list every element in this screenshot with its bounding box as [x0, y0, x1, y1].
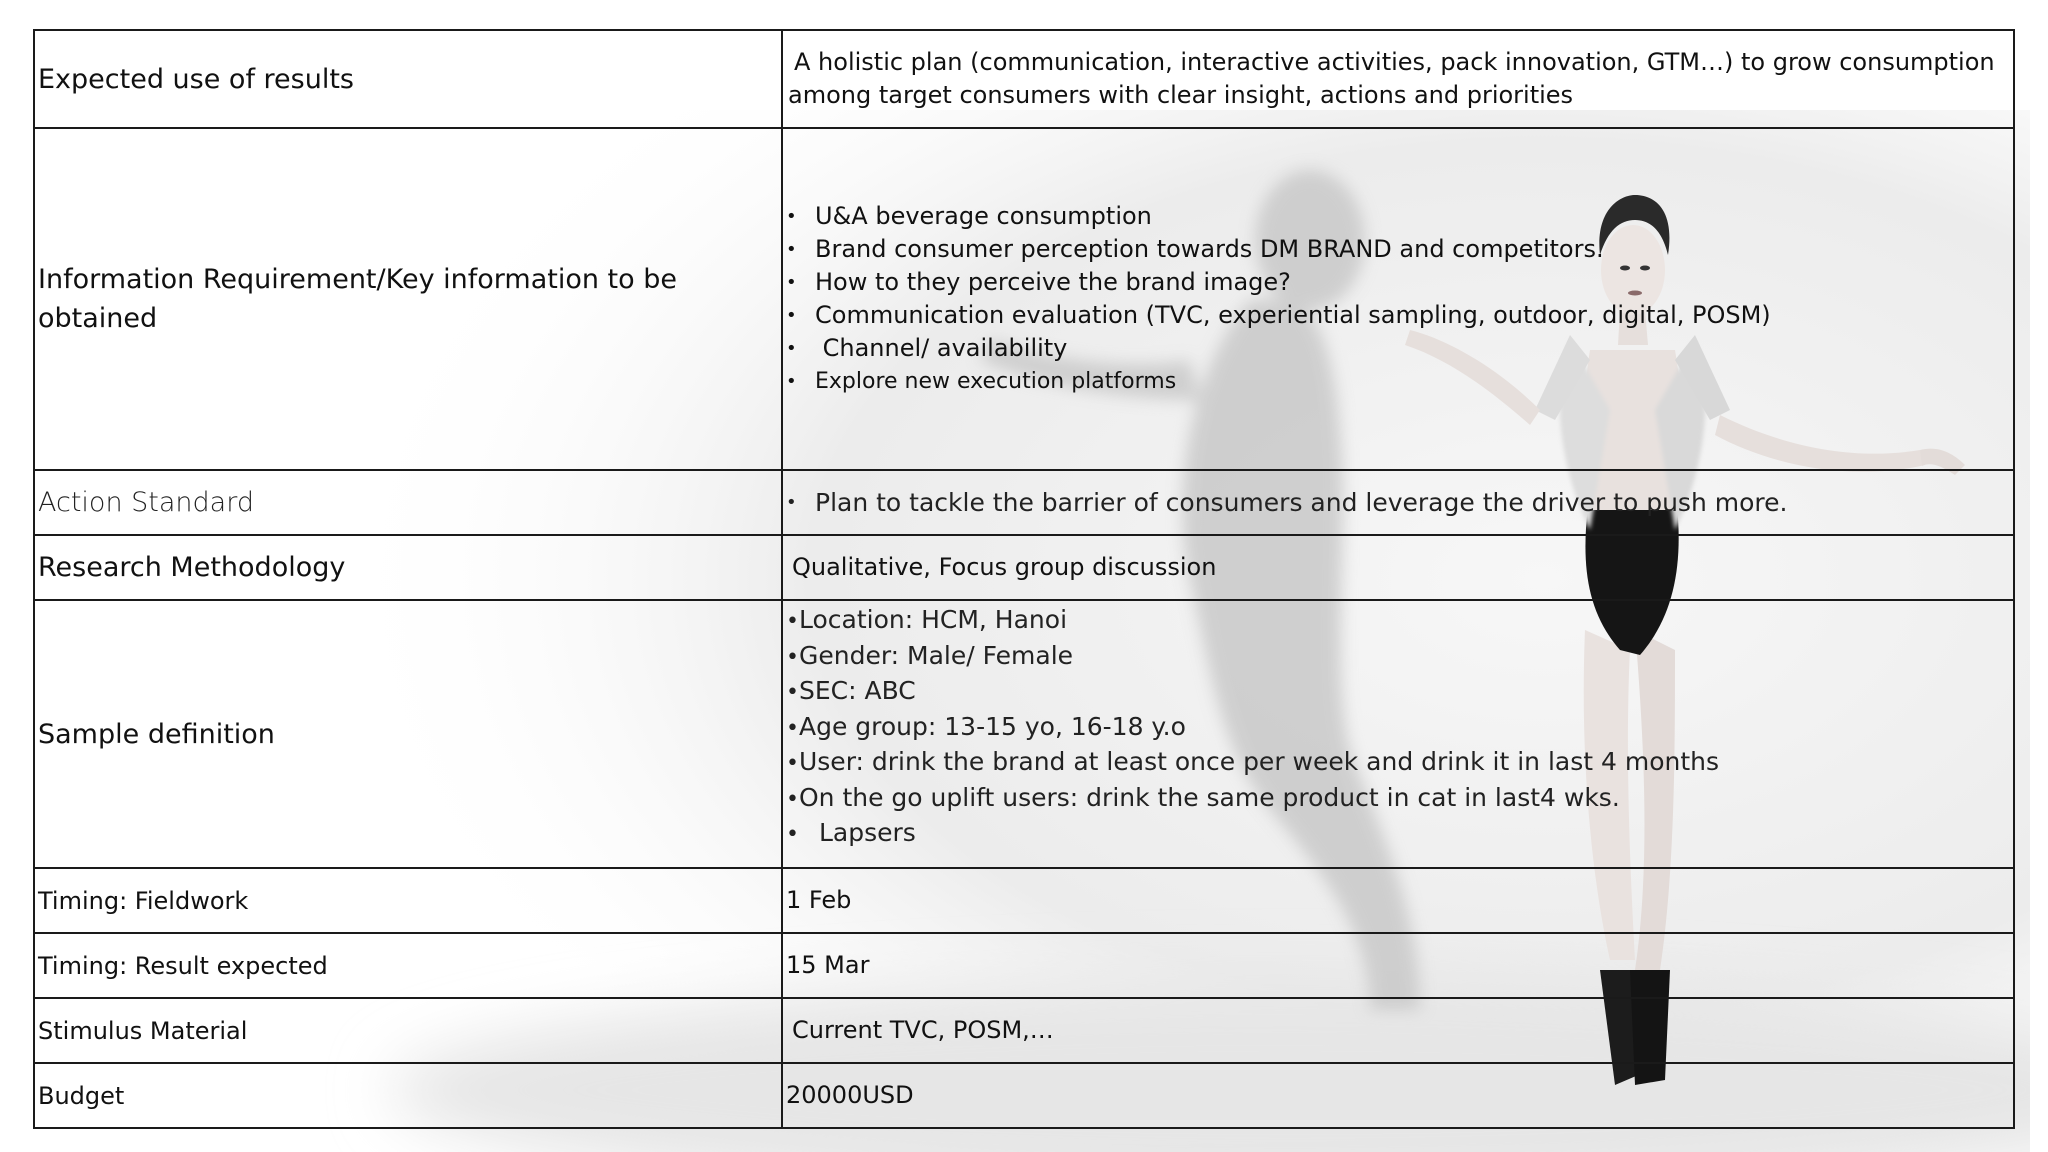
row-label: Information Requirement/Key information to be obtained: [38, 264, 677, 334]
list-item-text: On the go uplift users: drink the same product in cat in last4 wks.: [798, 782, 1620, 812]
sample-definition-list: [786, 603, 2010, 852]
row-value-cell: [782, 470, 2014, 535]
table-row-timing-result: [34, 933, 2014, 998]
bullet-icon: •: [786, 680, 799, 705]
row-value: Current TVC, POSM,…: [792, 1016, 1054, 1044]
row-label: Sample definition: [38, 718, 275, 750]
table-row-information-requirement: [34, 128, 2014, 470]
list-item-text: Location: HCM, Hanoi: [798, 605, 1068, 634]
row-label-cell: [34, 868, 782, 933]
row-label: Research Methodology: [38, 552, 346, 583]
bullet-icon: •: [786, 644, 799, 670]
row-value: 20000USD: [786, 1081, 914, 1109]
bullet-icon: •: [786, 492, 797, 513]
row-label-cell: [34, 535, 782, 600]
row-value-cell: [782, 933, 2014, 998]
table-row-timing-fieldwork: [34, 868, 2014, 933]
list-item: [786, 332, 2010, 365]
bullet-icon: •: [786, 305, 797, 326]
row-value-cell: [782, 1063, 2014, 1128]
row-value-cell: [782, 600, 2014, 868]
list-item: [786, 639, 2010, 675]
row-label-cell: [34, 1063, 782, 1128]
bullet-icon: •: [786, 822, 799, 847]
action-standard-list: [786, 486, 2010, 519]
list-item: [786, 710, 2010, 746]
list-item: [786, 200, 2010, 233]
list-item: [786, 486, 2010, 519]
list-item: [786, 674, 2010, 710]
information-bullet-list: [786, 200, 2010, 398]
row-value-cell: [782, 128, 2014, 470]
list-item: [786, 365, 2010, 398]
row-label: Stimulus Material: [38, 1016, 248, 1045]
list-item: [786, 233, 2010, 266]
list-item: [786, 781, 2010, 817]
bullet-icon: •: [786, 272, 797, 293]
row-value: 1 Feb: [786, 886, 852, 914]
table-row-sample-definition: [34, 600, 2014, 868]
row-label: Action Standard: [38, 487, 254, 518]
bullet-icon: •: [786, 239, 797, 260]
list-item-text: Explore new execution platforms: [815, 369, 1177, 394]
expected-use-text: A holistic plan (communication, interactive activities, pack innovation, GTM…) to grow consumption among target consumers with clear insight, actions and priorities: [788, 48, 1995, 109]
row-label: Timing: Result expected: [38, 951, 328, 980]
row-value: 15 Mar: [786, 951, 870, 979]
bullet-icon: •: [786, 715, 799, 741]
list-item: [786, 299, 2010, 332]
table-row-research-methodology: [34, 535, 2014, 600]
list-item: [786, 816, 2010, 852]
table-row-action-standard: [34, 470, 2014, 535]
list-item-text: SEC: ABC: [798, 676, 916, 705]
row-label: Timing: Fieldwork: [38, 886, 249, 915]
list-item-text: Plan to tackle the barrier of consumers and leverage the driver to push more.: [815, 488, 1788, 517]
row-value-cell: [782, 998, 2014, 1063]
bullet-icon: •: [786, 786, 799, 812]
list-item-text: How to they perceive the brand image?: [815, 268, 1291, 296]
list-item-text: Channel/ availability: [815, 334, 1068, 362]
row-value: Qualitative, Focus group discussion: [792, 553, 1217, 581]
list-item: [786, 266, 2010, 299]
table-row-expected-use: [34, 30, 2014, 128]
row-value: [786, 46, 2010, 112]
list-item-text: User: drink the brand at least once per week and drink it in last 4 months: [798, 747, 1720, 776]
row-label: Expected use of results: [38, 63, 354, 95]
list-item: [786, 603, 2010, 639]
list-item-text: Lapsers: [818, 818, 916, 847]
row-label-cell: [34, 30, 782, 128]
bullet-icon: •: [786, 371, 797, 392]
bullet-icon: •: [786, 338, 797, 359]
list-item-text: Age group: 13-15 yo, 16-18 y.o: [798, 711, 1186, 741]
row-value-cell: [782, 535, 2014, 600]
bullet-icon: •: [786, 609, 799, 634]
bullet-icon: •: [786, 206, 797, 227]
list-item-text: Brand consumer perception towards DM BRAND and competitors.: [815, 235, 1604, 263]
list-item-text: Gender: Male/ Female: [798, 640, 1074, 670]
row-value-cell: [782, 30, 2014, 128]
list-item-text: Communication evaluation (TVC, experiential sampling, outdoor, digital, POSM): [815, 301, 1771, 329]
table-row-budget: [34, 1063, 2014, 1128]
row-label-cell: [34, 470, 782, 535]
table-row-stimulus-material: [34, 998, 2014, 1063]
research-brief-table: [33, 29, 2015, 1129]
row-label: Budget: [38, 1081, 125, 1110]
row-label-cell: [34, 998, 782, 1063]
row-label-cell: [34, 128, 782, 470]
row-label-cell: [34, 600, 782, 868]
bullet-icon: •: [786, 751, 799, 776]
list-item: [786, 745, 2010, 781]
list-item-text: U&A beverage consumption: [815, 202, 1152, 230]
row-label-cell: [34, 933, 782, 998]
row-value-cell: [782, 868, 2014, 933]
